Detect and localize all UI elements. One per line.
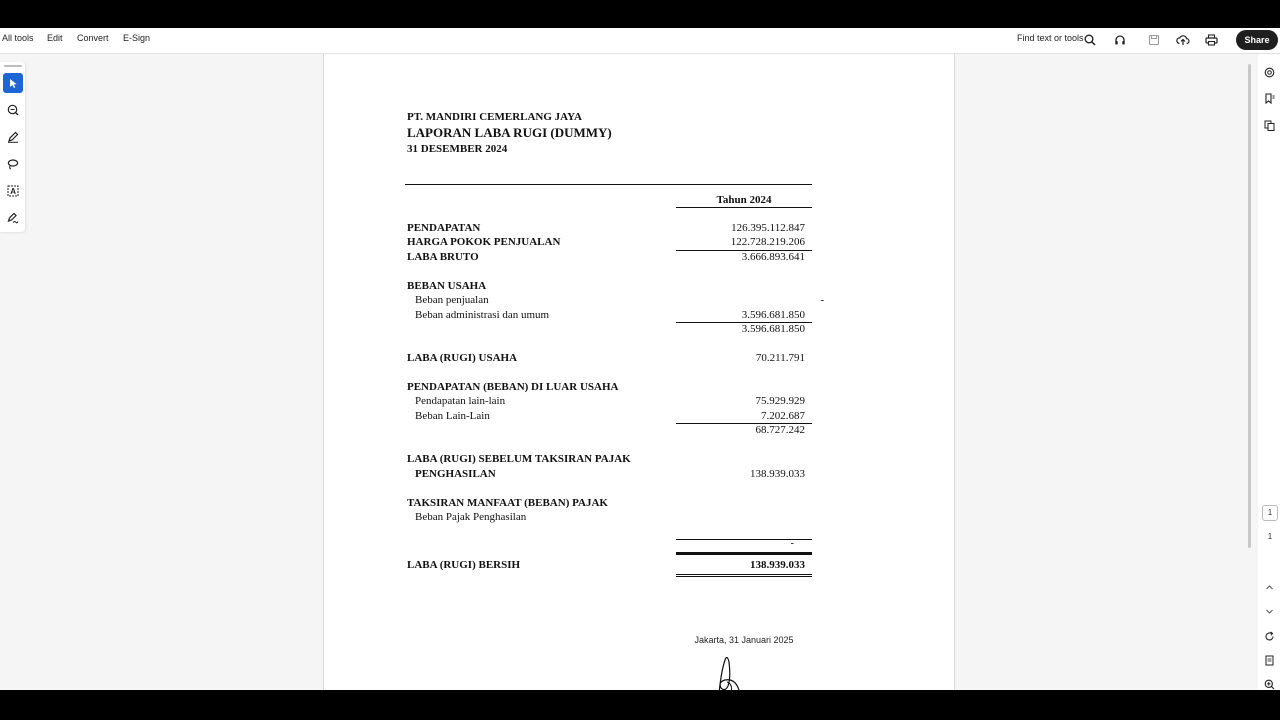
search-icon[interactable] [1081,31,1099,49]
value-pendapatan: 126.395.112.847 [731,222,805,234]
label-beban-penjualan: Beban penjualan [415,294,489,306]
value-beban-pajak: - [790,538,794,549]
value-laba-bruto: 3.666.893.641 [741,251,805,263]
value-laba-bersih: 138.939.033 [750,559,805,571]
value-total-luar-usaha: 68.727.242 [755,424,805,436]
left-tool-rail [0,62,26,232]
chevron-up-icon[interactable] [1261,579,1277,595]
report-title: LAPORAN LABA RUGI (DUMMY) [407,125,612,140]
menu-all-tools[interactable]: All tools [2,33,34,43]
signature-mark [709,652,769,690]
label-laba-bersih: LABA (RUGI) BERSIH [407,559,521,571]
value-pendapatan-lain: 75.929.929 [755,395,805,407]
label-laba-sebelum-pajak: LABA (RUGI) SEBELUM TAKSIRAN PAJAK [407,453,631,465]
value-laba-sebelum-pajak: 138.939.033 [750,468,805,480]
draw-freehand-icon[interactable] [3,154,23,174]
vertical-scrollbar[interactable] [1248,64,1251,548]
bookmark-icon[interactable] [1261,90,1277,106]
label-beban-lain: Beban Lain-Lain [415,410,490,422]
current-page-input[interactable]: 1 [1262,505,1278,521]
copy-pages-icon[interactable] [1261,117,1277,133]
label-penghasilan: PENGHASILAN [415,468,496,480]
value-laba-usaha: 70.211.791 [755,352,805,364]
value-harga-pokok-penjualan: 122.728.219.206 [730,236,805,248]
save-icon[interactable] [1145,31,1163,49]
select-cursor-icon[interactable] [3,73,23,93]
label-pendapatan-beban-luar-usaha: PENDAPATAN (BEBAN) DI LUAR USAHA [407,381,619,393]
comment-icon[interactable] [3,100,23,120]
page-thumbnail-icon[interactable] [1261,652,1277,668]
label-pendapatan-lain: Pendapatan lain-lain [415,395,506,407]
rotate-icon[interactable] [1261,628,1277,644]
report-date: 31 DESEMBER 2024 [407,143,508,155]
right-tool-rail [1258,54,1280,690]
value-total-beban-usaha: 3.596.681.850 [741,323,805,335]
value-beban-lain: 7.202.687 [761,410,805,422]
ai-assistant-icon[interactable] [1261,64,1277,80]
chevron-down-icon[interactable] [1261,603,1277,619]
screen-top-band [0,0,1280,28]
label-beban-usaha: BEBAN USAHA [407,280,487,292]
double-underline-bottom [676,576,812,577]
share-button[interactable]: Share [1236,30,1278,50]
column-header-underline [676,207,812,208]
header-rule [405,184,812,185]
label-beban-administrasi: Beban administrasi dan umum [415,309,550,321]
label-pendapatan: PENDAPATAN [407,222,481,234]
print-icon[interactable] [1202,31,1220,49]
column-header-year: Tahun 2024 [716,194,772,206]
label-laba-bruto: LABA BRUTO [407,251,479,263]
text-box-icon[interactable] [3,181,23,201]
label-harga-pokok-penjualan: HARGA POKOK PENJUALAN [407,236,561,248]
find-tools-label[interactable]: Find text or tools [1017,33,1084,43]
screen-bottom-band [0,690,1280,720]
double-underline-top [676,574,812,575]
rail-drag-handle[interactable] [4,65,22,67]
value-beban-administrasi: 3.596.681.850 [741,309,805,321]
place-and-date: Jakarta, 31 Januari 2025 [694,635,794,645]
zoom-in-icon[interactable] [1261,676,1277,690]
value-beban-penjualan: - [820,294,824,306]
label-beban-pajak-penghasilan: Beban Pajak Penghasilan [415,511,527,523]
pdf-page [323,54,955,690]
sign-icon[interactable] [3,208,23,228]
menu-edit[interactable]: Edit [47,33,63,43]
menu-convert[interactable]: Convert [77,33,109,43]
svg-text:A: A [10,187,16,196]
headphones-icon[interactable] [1111,31,1129,49]
menu-e-sign[interactable]: E-Sign [123,33,151,43]
top-toolbar [0,28,1280,54]
company-name: PT. MANDIRI CEMERLANG JAYA [407,111,582,123]
highlight-pen-icon[interactable] [3,127,23,147]
upload-cloud-icon[interactable] [1174,31,1192,49]
pdf-viewer-app [0,28,1280,690]
total-thick-rule [676,552,812,555]
label-laba-usaha: LABA (RUGI) USAHA [407,352,518,364]
total-pages: 1 [1267,532,1273,541]
label-taksiran-pajak: TAKSIRAN MANFAAT (BEBAN) PAJAK [407,497,608,509]
